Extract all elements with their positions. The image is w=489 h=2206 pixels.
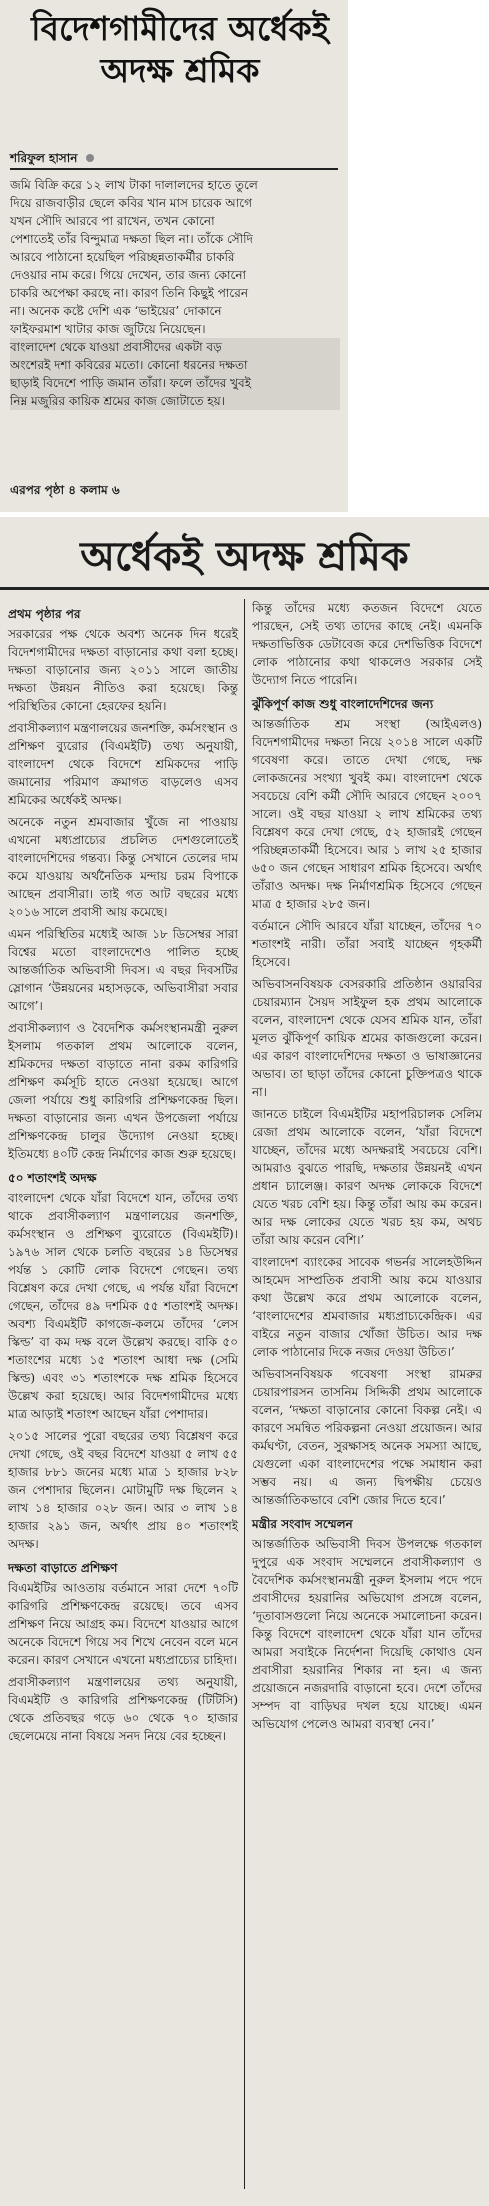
bullet-icon — [86, 154, 94, 162]
paragraph: অভিবাসনবিষয়ক বেসরকারি প্রতিষ্ঠান ওয়ারবির চেয়ারম্যান সৈয়দ সাইফুল হক প্রথম আলোকে বলেন, বাংলাদেশ থেকে যেসব শ্রমিক যান, তাঁরা মূলত ঝুঁকিপূর্ণ কায়িক শ্রমের কাজগুলো করেন। এর কারণ বাংলাদেশিদের দক্ষতা ও ভাষাজ্ঞানের অভাব। তা ছাড়া তাঁদের কোনো চুক্তিপত্রও থাকে না। — [252, 977, 482, 1099]
body-line: যখন সৌদি আরবে পা রাখেন, তখন কোনো — [10, 214, 215, 228]
author-name: শরিফুল হাসান — [10, 151, 78, 165]
body-line: বাংলাদেশ থেকে যাওয়া প্রবাসীদের একটা বড় — [10, 338, 340, 356]
body-line: অংশেরই দশা কবিরের মতো। কোনো ধরনের দক্ষতা — [10, 356, 340, 374]
divider — [10, 168, 338, 170]
article-column-right — [252, 599, 482, 1737]
paragraph: বর্তমানে সৌদি আরবে যাঁরা যাচ্ছেন, তাঁদের ৭০ শতাংশই নারী। তাঁরা সবাই যাচ্ছেন গৃহকর্মী হিসেবে। — [252, 919, 482, 969]
subheading: দক্ষতা বাড়াতে প্রশিক্ষণ — [8, 1561, 118, 1575]
paragraph: এমন পরিস্থিতির মধ্যেই আজ ১৮ ডিসেম্বর সারা বিশ্বের মতো বাংলাদেশেও পালিত হচ্ছে আন্তর্জাতিক অভিবাসী দিবস। এ বছর দিবসটির স্লোগান ‘উন্নয়নের মহাসড়কে, অভিবাসীরা সবার আগে’। — [8, 927, 238, 1013]
article-column-left — [8, 599, 238, 1749]
paragraph: প্রবাসীকল্যাণ ও বৈদেশিক কর্মসংস্থানমন্ত্রী নুরুল ইসলাম গতকাল প্রথম আলোকে বলেন, শ্রমিকদের দক্ষতা বাড়াতে নানা রকম কারিগরি প্রশিক্ষণ কর্মসূচি হাতে নেওয়া হয়েছে। আগে জেলা পর্যায়ে শুধু কারিগরি প্রশিক্ষণকেন্দ্র ছিল। দক্ষতা বাড়ানোর জন্য এখন উপজেলা পর্যায়ে প্রশিক্ষণকেন্দ্র চালুর উদ্যোগ নেওয়া হচ্ছে। ইতিমধ্যে ৪০টি কেন্দ্র নির্মাণের কাজ শুরু হয়েছে। — [8, 1021, 238, 1161]
paragraph: জানতে চাইলে বিএমইটির মহাপরিচালক সেলিম রেজা প্রথম আলোকে বলেন, ‘যাঁরা বিদেশে যাচ্ছেন, তাঁদের মধ্যে অদক্ষরাই সবচেয়ে বেশি। আমরাও বুঝতে পারছি, দক্ষতার উন্নয়নই এখন প্রধান চ্যালেঞ্জ। কারণ অদক্ষ লোককে বিদেশে যেতে খরচ বেশি হয়। কিন্তু তাঁরা আয় কম করেন। আর দক্ষ লোকের যেতে খরচ হয় কম, অথচ তাঁরা আয় করেন বেশি।’ — [252, 1107, 482, 1247]
divider — [0, 587, 489, 590]
news-clipping-inside-page — [0, 517, 489, 2206]
subheading: ৫০ শতাংশই অদক্ষ — [8, 1171, 97, 1185]
body-line: জমি বিক্রি করে ১২ লাখ টাকা দালালদের হাতে তুলে — [10, 178, 258, 192]
paragraph: বাংলাদেশ থেকে যাঁরা বিদেশে যান, তাঁদের তথ্য থাকে প্রবাসীকল্যাণ মন্ত্রণালয়ের জনশক্তি, কর্মসংস্থান ও প্রশিক্ষণ ব্যুরোতে (বিএমইটি)। ১৯৭৬ সাল থেকে চলতি বছরের ১৪ ডিসেম্বর পর্যন্ত ১ কোটি লোক বিদেশে গেছেন। তথ্য বিশ্লেষণ করে দেখা গেছে, এ পর্যন্ত যাঁরা বিদেশে গেছেন, তাঁদের ৪৯ দশমিক ৫৫ শতাংশই অদক্ষ। অবশ্য বিএমইটি কাগজে-কলমে তাঁদের ‘লেস স্কিল্ড’ বা কম দক্ষ বলে উল্লেখ করছে। বাকি ৫০ শতাংশের মধ্যে ১৫ শতাংশ আধা দক্ষ (সেমি স্কিল্ড) এবং ৩১ শতাংশকে দক্ষ শ্রমিক হিসেবে উল্লেখ করা হয়েছে। আর বিদেশগামীদের মধ্যে মাত্র আড়াই শতাংশ আছেন যাঁরা পেশাদার। — [8, 1191, 238, 1421]
body-line: চাকরি অপেক্ষা করছে না। কারণ তিনি কিছুই পারেন — [10, 286, 248, 300]
paragraph: অভিবাসনবিষয়ক গবেষণা সংস্থা রামরুর চেয়ারপারসন তাসনিম সিদ্দিকী প্রথম আলোকে বলেন, ‘দক্ষতা বাড়ানোর কোনো বিকল্প নেই। এ কারণে সমন্বিত পরিকল্পনা নেওয়া প্রয়োজন। আর কর্মঘণ্টা, বেতন, সুরক্ষাসহ অনেক সমস্যা আছে, যেগুলো একা বাংলাদেশের পক্ষে সমাধান করা সম্ভব নয়। এ জন্য দ্বিপক্ষীয় চেয়েও আন্তর্জাতিকভাবে বেশি জোর দিতে হবে।’ — [252, 1367, 482, 1507]
column-divider — [244, 599, 245, 2189]
paragraph: বিএমইটির আওতায় বর্তমানে সারা দেশে ৭০টি কারিগরি প্রশিক্ষণকেন্দ্র রয়েছে। তবে এসব প্রশিক্ষণ নিয়ে আগ্রহ কম। বিদেশে যাওয়ার আগে অনেকে বিদেশে গিয়ে সব শিখে নেবেন বলে মনে করেন। কারণ সেখানে এখনো মধ্যপ্রাচ্যের চাহিদা। — [8, 1581, 238, 1667]
body-line: পেশাতেই তাঁর বিন্দুমাত্র দক্ষতা ছিল না। তাঁকে সৌদি — [10, 232, 253, 246]
subheading: ঝুঁকিপূর্ণ কাজ শুধু বাংলাদেশিদের জন্য — [252, 697, 434, 711]
body-line: দেওয়ার নাম করে। গিয়ে দেখেন, তার জন্য কোনো — [10, 268, 246, 282]
subheading: মন্ত্রীর সংবাদ সম্মেলন — [252, 1517, 353, 1531]
paragraph: সরকারের পক্ষ থেকে অবশ্য অনেক দিন ধরেই বিদেশগামীদের দক্ষতা বাড়ানোর কথা বলা হচ্ছে। দক্ষতা বাড়ানোর জন্য ২০১১ সালে জাতীয় দক্ষতা উন্নয়ন নীতিও করা হয়েছে। কিন্তু পরিস্থিতির কোনো হেরফের হয়নি। — [8, 627, 238, 713]
body-line: ফাইফরমাশ খাটার কাজ জুটিয়ে নিয়েছেন। — [10, 322, 206, 336]
paragraph: আন্তর্জাতিক অভিবাসী দিবস উপলক্ষে গতকাল দুপুরে এক সংবাদ সম্মেলনে প্রবাসীকল্যাণ ও বৈদেশিক কর্মসংস্থানমন্ত্রী নুরুল ইসলাম পদে পদে প্রবাসীদের হয়রানির অভিযোগ প্রসঙ্গে বলেন, ‘দূতাবাসগুলো নিয়ে অনেকে সমালোচনা করেন। কিন্তু বিদেশে বাংলাদেশ থেকে যাঁরা যান তাঁদের আমরা সবাইকে নির্দেশনা দিয়েছি কোথাও যেন প্রবাসীরা হয়রানির শিকার না হন। এ জন্য প্রয়োজনে নজরদারি বাড়ানো হবে। দেশে তাঁদের সম্পদ বা বাড়িঘর দখল হয়ে যাচ্ছে। এমন অভিযোগ পেলেও আমরা ব্যবস্থা নেব।’ — [252, 1537, 482, 1731]
paragraph: প্রবাসীকল্যাণ মন্ত্রণালয়ের তথ্য অনুযায়ী, বিএমইটি ও কারিগরি প্রশিক্ষণকেন্দ্র (টিটিসি) থেকে প্রতিবছর গড়ে ৬০ থেকে ৭০ হাজার ছেলেমেয়ে নানা বিষয়ে সনদ নিয়ে বের হচ্ছেন। — [8, 1675, 238, 1743]
body-line: ছাড়াই বিদেশে পাড়ি জমান তাঁরা। ফলে তাঁদের খুবই — [10, 374, 340, 392]
headline-front: বিদেশগামীদের অর্ধেকই অদক্ষ শ্রমিক — [31, 9, 329, 90]
body-line: দিয়ে রাজবাড়ীর ছেলে কবির খান মাস চারেক আগে — [10, 196, 252, 210]
front-body-text — [10, 176, 340, 410]
body-line: নিম্ন মজুরির কায়িক শ্রমের কাজ জোটাতে হয়। — [10, 392, 340, 410]
paragraph: অনেকে নতুন শ্রমবাজার খুঁজে না পাওয়ায় এখনো মধ্যপ্রাচ্যের প্রচলিত দেশগুলোতেই বাংলাদেশিদের গন্তব্য। কিন্তু সেখানে তেলের দাম কমে যাওয়ায় অর্থনৈতিক মন্দায় চরম বিপাকে আছেন প্রবাসীরা। তাই গত আট বছরের মধ্যে ২০১৬ সালে প্রবাসী আয় কমেছে। — [8, 815, 238, 919]
news-clipping-front-page — [0, 0, 348, 512]
body-line: আরবে পাঠানো হয়েছিল পরিচ্ছন্নতাকর্মীর চাকরি — [10, 250, 235, 264]
body-line: না। অনেক কষ্টে দেশি এক ‘ভাইয়ের’ দোকানে — [10, 304, 222, 318]
paragraph: প্রবাসীকল্যাণ মন্ত্রণালয়ের জনশক্তি, কর্মসংস্থান ও প্রশিক্ষণ ব্যুরোর (বিএমইটি) তথ্য অনুযায়ী, বাংলাদেশ থেকে বিদেশে শ্রমিকদের পাড়ি জমানোর পরিমাণ ক্রমাগত বাড়লেও এসব শ্রমিকের অর্ধেকই অদক্ষ। — [8, 721, 238, 807]
subheading: প্রথম পৃষ্ঠার পর — [8, 607, 81, 621]
paragraph: কিন্তু তাঁদের মধ্যে কতজন বিদেশে যেতে পারছেন, সেই তথ্য তাদের কাছে নেই। এমনকি দক্ষতাভিত্তিক ডেটাবেজ করে দেশভিত্তিক বিদেশে লোক পাঠানোর কথা থাকলেও সরকার সেই উদ্যোগ নিতে পারেনি। — [252, 601, 482, 687]
paragraph: বাংলাদেশ ব্যাংকের সাবেক গভর্নর সালেহউদ্দিন আহমেদ সাম্প্রতিক প্রবাসী আয় কমে যাওয়ার কথা উল্লেখ করে প্রথম আলোকে বলেন, ‘বাংলাদেশের শ্রমবাজার মধ্যপ্রাচ্যকেন্দ্রিক। এর বাইরে নতুন বাজার খোঁজা উচিত। আর দক্ষ লোক পাঠানোর দিকে নজর দেওয়া উচিত।’ — [252, 1255, 482, 1359]
paragraph: আন্তর্জাতিক শ্রম সংস্থা (আইএলও) বিদেশগামীদের দক্ষতা নিয়ে ২০১৪ সালে একটি গবেষণা করে। তাতে দেখা গেছে, দক্ষ লোকজনের সংখ্যা খুবই কম। বাংলাদেশ থেকে সবচেয়ে বেশি কর্মী সৌদি আরবে গেছেন ২০০৭ সালে। ওই বছর যাওয়া ২ লাখ শ্রমিকের তথ্য বিশ্লেষণ করে দেখা গেছে, ৫২ হাজারই গেছেন পরিচ্ছন্নতাকর্মী হিসেবে। আর ১ লাখ ২৫ হাজার ৬৫০ জন গেছেন সাধারণ শ্রমিক হিসেবে। অর্থাৎ তাঁরাও অদক্ষ। দক্ষ নির্মাণশ্রমিক হিসেবে গেছেন মাত্র ৫ হাজার ২৮৫ জন। — [252, 717, 482, 911]
paragraph: ২০১৫ সালের পুরো বছরের তথ্য বিশ্লেষণ করে দেখা গেছে, ওই বছর বিদেশে যাওয়া ৫ লাখ ৫৫ হাজার ৮৮১ জনের মধ্যে মাত্র ১ হাজার ৮২৮ জন পেশাদার ছিলেন। মোটামুটি দক্ষ ছিলেন ২ লাখ ১৪ হাজার ০২৮ জন। আর ৩ লাখ ১৪ হাজার ২৯১ জন, অর্থাৎ প্রায় ৪০ শতাংশই অদক্ষ। — [8, 1429, 238, 1551]
continued-line: এরপর পৃষ্ঠা ৪ কলাম ৬ — [10, 483, 120, 497]
byline — [10, 150, 94, 170]
headline-inside: অর্ধেকই অদক্ষ শ্রমিক — [80, 533, 409, 580]
